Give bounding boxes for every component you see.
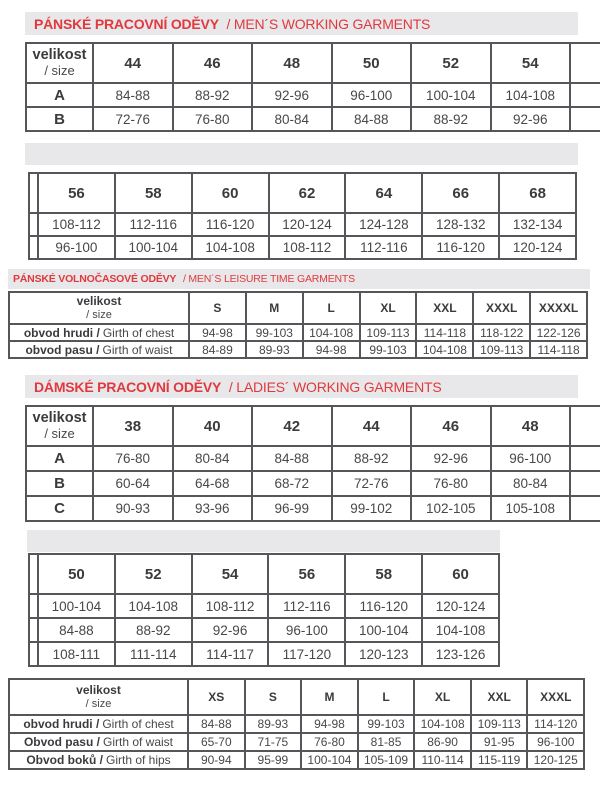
section-title-english: / MEN´S WORKING GARMENTS <box>226 15 431 32</box>
size-range-cell: 84-88 <box>331 108 411 130</box>
size-column-header: 46 <box>172 44 252 82</box>
size-range-cell: 108-112 <box>268 237 345 258</box>
size-range-cell: 99-103 <box>359 342 416 357</box>
measurement-row-label <box>10 716 187 732</box>
row-cells <box>37 214 575 235</box>
size-range-cell: 116-120 <box>421 237 498 258</box>
measurement-label-english: Girth of chest <box>102 717 174 731</box>
table-row <box>30 617 498 641</box>
size-range-cell: 116-120 <box>344 595 421 617</box>
size-column-header: 44 <box>92 44 172 82</box>
corner-label-regular: / size <box>86 308 112 321</box>
table-row <box>27 445 600 470</box>
row-cells <box>188 325 586 340</box>
size-range-cell: 109-113 <box>472 342 529 357</box>
size-range-cell: 118-122 <box>472 325 529 340</box>
size-range-cell: 115-119 <box>470 752 527 768</box>
size-range-cell: 132-134 <box>498 214 575 235</box>
size-range-cell: 109-113 <box>359 325 416 340</box>
size-range-cell: 108-112 <box>37 214 114 235</box>
corner-label-regular: / size <box>44 425 75 441</box>
size-range-cell: 112-116 <box>267 595 344 617</box>
measurement-label-czech: Obvod boků / <box>26 753 103 767</box>
size-range-cell: 71-75 <box>244 734 301 750</box>
size-column-header: 52 <box>114 555 191 593</box>
table-header-row <box>10 680 583 714</box>
measurement-label-english: Girth of chest <box>102 325 175 340</box>
size-column-header: XL <box>359 293 416 323</box>
spacer-band <box>27 530 500 552</box>
size-range-cell: 128-132 <box>421 214 498 235</box>
corner-label-bold: velikost <box>76 293 122 308</box>
measurement-label-czech: obvod pasu / <box>25 342 100 357</box>
size-range-cell: 116-120 <box>191 214 268 235</box>
size-column-header: XXL <box>415 293 472 323</box>
size-range-cell: 100-104 <box>114 237 191 258</box>
header-cells <box>92 407 600 445</box>
row-label-c: C <box>54 500 65 517</box>
size-column-header: XXL <box>470 680 527 714</box>
measurement-label-english: Girth of waist <box>102 735 174 749</box>
size-range-cell: 89-93 <box>244 716 301 732</box>
size-range-cell: 84-88 <box>92 84 172 106</box>
size-range-cell: 124-128 <box>344 214 421 235</box>
table-header-row <box>30 174 575 212</box>
size-range-cell: 96-100 <box>490 447 570 470</box>
size-range-cell: 122-126 <box>529 325 586 340</box>
size-column-header: XL <box>413 680 470 714</box>
size-column-header: XXXL <box>526 680 583 714</box>
size-range-cell: 86-90 <box>413 734 470 750</box>
header-cells <box>187 680 583 714</box>
size-range-cell: 68-72 <box>251 472 331 495</box>
size-range-cell: 100-104 <box>37 595 114 617</box>
size-range-cell: 114-120 <box>526 716 583 732</box>
size-range-cell: 80-84 <box>490 472 570 495</box>
corner-label-bold: velikost <box>32 47 87 64</box>
measurement-row-label <box>10 342 188 357</box>
table-header-row <box>30 555 498 593</box>
size-range-cell: 76-80 <box>92 447 172 470</box>
table-row <box>10 714 583 732</box>
table-header-row <box>10 293 586 323</box>
size-range-cell: 76-80 <box>410 472 490 495</box>
size-column-header: 62 <box>268 174 345 212</box>
table-row <box>30 641 498 665</box>
size-range-cell: 90-93 <box>92 497 172 520</box>
size-column-header: XS <box>187 680 244 714</box>
size-range-cell: 120-125 <box>526 752 583 768</box>
cut-label-column <box>30 595 37 617</box>
size-range-cell: 76-80 <box>172 108 252 130</box>
measurement-row-label <box>10 325 188 340</box>
size-range-cell: 84-88 <box>187 716 244 732</box>
size-range-cell: 100-104 <box>410 84 490 106</box>
size-column-header: XXXL <box>472 293 529 323</box>
row-label-b: B <box>54 110 65 128</box>
size-column-header: 50 <box>331 44 411 82</box>
table-row <box>27 82 600 106</box>
size-column-header: S <box>188 293 245 323</box>
row-cells <box>92 447 600 470</box>
size-column-header: 58 <box>344 555 421 593</box>
size-column-header: 56 <box>37 174 114 212</box>
size-range-cell: 111-114 <box>114 643 191 665</box>
cut-label-column <box>30 237 37 258</box>
size-range-cell: 88-92 <box>114 619 191 641</box>
row-cells <box>37 595 498 617</box>
size-range-cell: 114-117 <box>191 643 268 665</box>
row-cells <box>92 472 600 495</box>
measurement-label-czech: obvod hrudi / <box>23 717 100 731</box>
size-range-cell: 96-100 <box>526 734 583 750</box>
row-cells <box>92 497 600 520</box>
row-cells <box>187 716 583 732</box>
size-range-cell: 102-105 <box>410 497 490 520</box>
row-label-b: B <box>54 475 65 492</box>
size-column-header: 68 <box>498 174 575 212</box>
cut-label-column <box>30 214 37 235</box>
size-range-cell: 84-88 <box>37 619 114 641</box>
table-row <box>30 212 575 235</box>
size-column-header: 50 <box>37 555 114 593</box>
size-range-cell: 104-108 <box>421 619 498 641</box>
size-range-cell: 104-108 <box>415 342 472 357</box>
size-range-cell: 65-70 <box>187 734 244 750</box>
size-range-cell: 84-88 <box>251 447 331 470</box>
size-range-cell: 92-96 <box>251 84 331 106</box>
size-column-header: L <box>302 293 359 323</box>
size-range-cell: 94-98 <box>300 716 357 732</box>
measurement-label-czech: Obvod pasu / <box>23 735 100 749</box>
size-range-cell: 92-96 <box>410 447 490 470</box>
size-column-header: M <box>245 293 302 323</box>
size-range-cell: 110-114 <box>413 752 470 768</box>
size-range-cell: 81-85 <box>357 734 414 750</box>
size-range-cell: 91-95 <box>470 734 527 750</box>
size-range-cell: 114-118 <box>415 325 472 340</box>
corner-label-regular: / size <box>85 697 112 710</box>
size-range-cell: 92-96 <box>191 619 268 641</box>
size-range-cell: 89-93 <box>245 342 302 357</box>
size-range-cell: 93-96 <box>172 497 252 520</box>
size-range-cell: 99-103 <box>245 325 302 340</box>
size-range-cell: 104-108 <box>114 595 191 617</box>
table-row <box>27 106 600 130</box>
size-column-header: S <box>244 680 301 714</box>
size-range-cell: 105-108 <box>490 497 570 520</box>
section-title-czech: PÁNSKÉ VOLNOČASOVÉ ODĚVY <box>13 273 177 285</box>
size-range-cell: 112-116 <box>344 237 421 258</box>
measurement-row-label <box>10 734 187 750</box>
size-range-cell: 104-108 <box>413 716 470 732</box>
size-column-header: 56 <box>267 555 344 593</box>
size-range-cell: 64-68 <box>172 472 252 495</box>
table-mens-leisure <box>8 291 588 359</box>
size-range-cell: 114-118 <box>529 342 586 357</box>
size-range-cell: 112-116 <box>114 214 191 235</box>
header-cells <box>92 44 600 82</box>
size-range-cell: 108-111 <box>37 643 114 665</box>
size-column-header: L <box>357 680 414 714</box>
table-header-row <box>27 407 600 445</box>
measurement-label-english: Girth of waist <box>102 342 173 357</box>
size-range-cell: 60-64 <box>92 472 172 495</box>
size-range-cell: 100-104 <box>344 619 421 641</box>
size-range-cell: 94-98 <box>188 325 245 340</box>
size-column-header: 52 <box>410 44 490 82</box>
size-range-cell: 76-80 <box>300 734 357 750</box>
size-column-header: 54 <box>191 555 268 593</box>
size-range-cell: 108-112 <box>191 595 268 617</box>
corner-label-bold: velikost <box>76 682 121 697</box>
row-label-a: A <box>54 450 65 467</box>
section-title-english: / LADIES´ WORKING GARMENTS <box>228 378 442 395</box>
size-range-cell: 72-76 <box>92 108 172 130</box>
size-range-cell: 104-108 <box>490 84 570 106</box>
row-label-a: A <box>54 86 65 104</box>
size-range-cell: 92-96 <box>490 108 570 130</box>
size-range-cell: 95-99 <box>244 752 301 768</box>
size-range-cell: 105-109 <box>357 752 414 768</box>
section-title-czech: DÁMSKÉ PRACOVNÍ ODĚVY <box>34 378 222 395</box>
size-column-header: 46 <box>410 407 490 445</box>
size-corner-cell <box>10 293 188 323</box>
table-ladies-sizes-38-48 <box>25 405 600 522</box>
cut-label-column <box>30 174 37 212</box>
size-corner-cell <box>27 44 92 82</box>
size-column-header: 48 <box>490 407 570 445</box>
size-column-header: 60 <box>191 174 268 212</box>
table-ladies-sizes-50-60 <box>28 553 500 667</box>
corner-label-bold: velikost <box>32 410 87 427</box>
table-row <box>30 235 575 258</box>
table-header-row <box>27 44 600 82</box>
size-range-cell: 96-100 <box>331 84 411 106</box>
size-range-cell: 80-84 <box>251 108 331 130</box>
size-column-header: M <box>300 680 357 714</box>
size-range-cell: 96-100 <box>267 619 344 641</box>
size-range-cell: 120-123 <box>344 643 421 665</box>
section-header-mens-working <box>25 12 578 35</box>
table-row <box>10 323 586 340</box>
size-range-cell: 80-84 <box>172 447 252 470</box>
section-title <box>34 379 441 395</box>
size-corner-cell <box>27 407 92 445</box>
size-range-cell: 88-92 <box>331 447 411 470</box>
row-cells <box>187 734 583 750</box>
table-row <box>27 495 600 520</box>
size-column-header: 44 <box>331 407 411 445</box>
size-range-cell: 99-102 <box>331 497 411 520</box>
size-range-cell: 72-76 <box>331 472 411 495</box>
size-column-header: 38 <box>92 407 172 445</box>
section-header-ladies-working <box>25 375 578 398</box>
row-cells <box>92 84 600 106</box>
size-column-header: 48 <box>251 44 331 82</box>
size-range-cell: 120-124 <box>498 237 575 258</box>
header-cells <box>37 174 575 212</box>
size-column-header: 64 <box>344 174 421 212</box>
table-mens-sizes-44-54 <box>25 42 600 132</box>
row-cells <box>92 108 600 130</box>
size-range-cell: 104-108 <box>302 325 359 340</box>
size-range-cell: 100-104 <box>300 752 357 768</box>
section-title-czech: PÁNSKÉ PRACOVNÍ ODĚVY <box>34 15 219 32</box>
size-column-header: 42 <box>251 407 331 445</box>
size-range-cell: 120-124 <box>268 214 345 235</box>
size-range-cell: 96-99 <box>251 497 331 520</box>
size-range-cell: 84-89 <box>188 342 245 357</box>
size-range-cell: 88-92 <box>172 84 252 106</box>
row-cells <box>37 237 575 258</box>
size-range-cell: 96-100 <box>37 237 114 258</box>
header-cells <box>37 555 498 593</box>
table-ladies-measurements <box>8 678 585 770</box>
size-column-header: 58 <box>114 174 191 212</box>
table-row <box>27 470 600 495</box>
measurement-label-czech: obvod hrudi / <box>23 325 100 340</box>
cut-label-column <box>30 555 37 593</box>
size-column-header: 66 <box>421 174 498 212</box>
measurement-label-english: Girth of hips <box>105 753 171 767</box>
cut-label-column <box>30 643 37 665</box>
size-range-cell: 120-124 <box>421 595 498 617</box>
row-cells <box>187 752 583 768</box>
corner-label-regular: / size <box>44 62 75 78</box>
table-row <box>10 732 583 750</box>
size-range-cell: 123-126 <box>421 643 498 665</box>
cut-label-column <box>30 619 37 641</box>
size-column-header: 54 <box>490 44 570 82</box>
section-title-english: / MEN´S LEISURE TIME GARMENTS <box>182 273 355 285</box>
size-corner-cell <box>10 680 187 714</box>
size-range-cell: 109-113 <box>470 716 527 732</box>
table-row <box>30 593 498 617</box>
size-range-cell: 117-120 <box>267 643 344 665</box>
measurement-row-label <box>10 752 187 768</box>
size-column-header: XXXXL <box>529 293 586 323</box>
table-row <box>10 750 583 768</box>
size-range-cell: 99-103 <box>357 716 414 732</box>
size-range-cell: 90-94 <box>187 752 244 768</box>
section-title <box>34 16 430 32</box>
row-cells <box>188 342 586 357</box>
table-row <box>10 340 586 357</box>
size-column-header: 40 <box>172 407 252 445</box>
table-mens-sizes-56-68 <box>28 172 577 260</box>
size-column-header: 60 <box>421 555 498 593</box>
spacer-band <box>25 143 578 165</box>
header-cells <box>188 293 586 323</box>
size-range-cell: 88-92 <box>410 108 490 130</box>
size-range-cell: 104-108 <box>191 237 268 258</box>
row-cells <box>37 619 498 641</box>
row-cells <box>37 643 498 665</box>
section-title <box>13 273 355 285</box>
section-header-mens-leisure <box>8 269 590 289</box>
size-range-cell: 94-98 <box>302 342 359 357</box>
